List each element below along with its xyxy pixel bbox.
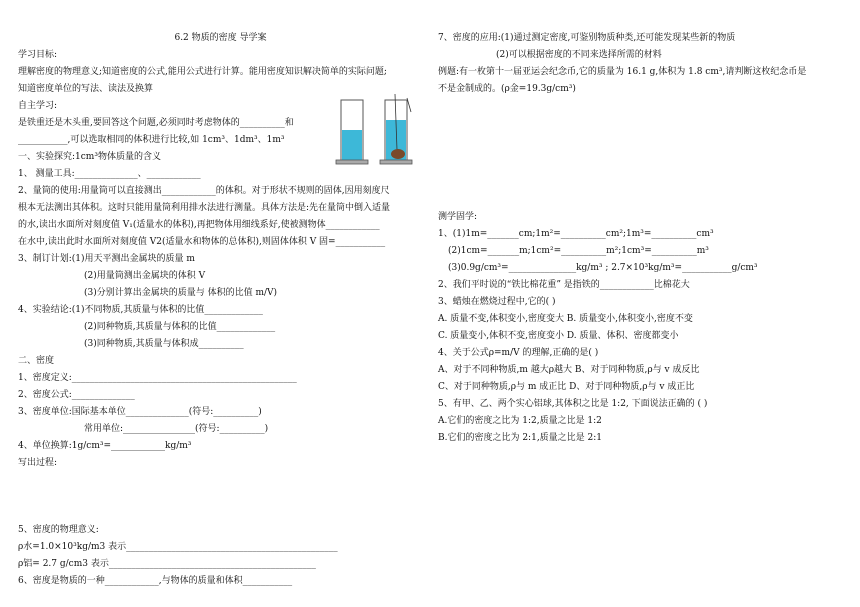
text-line: 在水中,读出此时水面所对刻度值 V2(适量水和物体的总体积),则固体体积 V 固=___________ xyxy=(18,237,386,247)
text-line: 4、实验结论:(1)不同物质,其质量与体积的比值_____________ xyxy=(18,305,263,315)
text-line: 2、密度公式:______________ xyxy=(18,390,135,400)
text-line: 知道密度单位的写法、读法及换算 xyxy=(18,84,154,94)
text-line: C、对于同种物质,ρ与 m 成正比 D、对于同种物质,ρ与 v 成正比 xyxy=(438,382,695,392)
text-line: A、对于不同种物质,m 越大ρ越大 B、对于同种物质,ρ与 v 成反比 xyxy=(438,365,700,375)
text-line: 7、密度的应用:(1)通过测定密度,可鉴别物质种类,还可能发现某些新的物质 xyxy=(438,33,736,43)
text-line: 1、(1)1m=_______cm;1m²=__________cm²;1m³=__________cm³ xyxy=(438,229,714,239)
section-heading: 一、实验探究:1cm³物体质量的含义 xyxy=(18,152,161,162)
text-line: (3)0.9g/cm³=_______________kg/m³ ; 2.7×10³kg/m³=___________g/cm³ xyxy=(448,263,758,273)
text-line: (2)可以根据密度的不同来选择所需的材料 xyxy=(496,50,662,60)
text-line: 4、关于公式ρ=m/V 的理解,正确的是( ) xyxy=(438,348,599,358)
text-line: 3、蜡烛在燃烧过程中,它的( ) xyxy=(438,297,556,307)
text-line: 3、密度单位:国际基本单位______________(符号:__________) xyxy=(18,407,262,417)
text-line: C. 质量变小,体积不变,密度变小 D. 质量、体积、密度都变小 xyxy=(438,331,679,341)
text-line: (3)同种物质,其质量与体积成__________ xyxy=(84,339,244,349)
text-line: 例题:有一枚第十一届亚运会纪念币,它的质量为 16.1 g,体积为 1.8 cm³,请判断这枚纪念币是 xyxy=(438,67,807,77)
text-line: 1、 测量工具:______________、____________ xyxy=(18,169,201,179)
text-line: 3、制订计划:(1)用天平测出金属块的质量 m xyxy=(18,254,195,264)
text-line: 学习目标: xyxy=(18,50,58,60)
text-line: 自主学习: xyxy=(18,101,58,111)
measuring-cylinder-illustration xyxy=(335,92,425,167)
section-heading: 二、密度 xyxy=(18,356,55,366)
text-line: 写出过程: xyxy=(18,458,58,468)
text-line: 根本无法测出其体积。这时只能用量筒利用排水法进行测量。具体方法是:先在量筒中倒入适量 xyxy=(18,203,391,213)
text-line: B.它们的密度之比为 2:1,质量之比是 2:1 xyxy=(438,433,603,443)
text-line: 6、密度是物质的一种____________,与物体的质量和体积___________ xyxy=(18,576,293,586)
text-line: 2、我们平时说的“铁比棉花重” 是指铁的____________比棉花大 xyxy=(438,280,690,290)
text-line: ρ铝= 2.7 g/cm3 表示______________________________________________ xyxy=(18,559,316,569)
text-line: ___________,可以选取相同的体积进行比较,如 1cm³、1dm³、1m³ xyxy=(18,135,285,145)
text-line: 的水,读出水面所对刻度值 V₁(适量水的体积),再把物体用细线系好,使被测物体____________ xyxy=(18,220,380,230)
text-line: 4、单位换算:1g/cm³=____________kg/m³ xyxy=(18,441,192,451)
text-line: (2)用量筒测出金属块的体积 V xyxy=(84,271,206,281)
text-line: 5、密度的物理意义: xyxy=(18,525,99,535)
text-line: (2)1cm=_______m;1cm²=__________m²;1cm³=__________m³ xyxy=(448,246,709,256)
text-line: 常用单位:________________(符号:__________) xyxy=(84,424,269,434)
text-line: (2)同种物质,其质量与体积的比值_____________ xyxy=(84,322,276,332)
text-line: (3)分别计算出金属块的质量与 体积的比值 m/V) xyxy=(84,288,278,298)
text-line: 5、有甲、乙、两个实心铝球,其体积之比是 1:2, 下面说法正确的 ( ) xyxy=(438,399,708,409)
text-line: 2、量筒的使用:用量筒可以直接测出____________的体积。对于形状不规则的固体,因用刻度尺 xyxy=(18,186,390,196)
text-line: 理解密度的物理意义;知道密度的公式,能用公式进行计算。能用密度知识解决简单的实际问题; xyxy=(18,67,387,77)
text-line: A.它们的密度之比为 1:2,质量之比是 1:2 xyxy=(438,416,602,426)
page-title: 6.2 物质的密度 导学案 xyxy=(174,33,267,43)
text-line: 不是金制成的。(ρ金=19.3g/cm³) xyxy=(438,84,576,94)
text-line: 是铁重还是木头重,要回答这个问题,必须同时考虑物体的__________和 xyxy=(18,118,294,128)
text-line: 1、密度定义:__________________________________________________ xyxy=(18,373,297,383)
section-heading: 测学固学: xyxy=(438,212,478,222)
text-line: A. 质量不变,体积变小,密度变大 B. 质量变小,体积变小,密度不变 xyxy=(438,314,693,324)
text-line: ρ水=1.0×10³kg/m3 表示_______________________________________________ xyxy=(18,542,338,552)
